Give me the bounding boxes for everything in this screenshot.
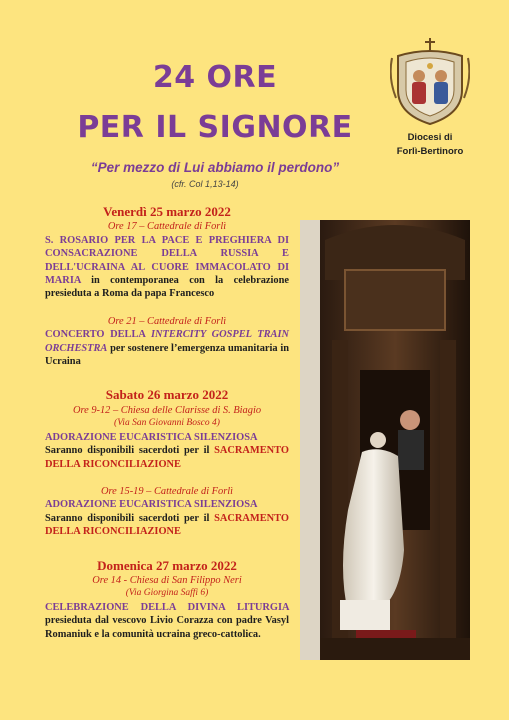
event-saturday-1-time-place: Ore 9-12 – Chiesa delle Clarisse di S. Biagio bbox=[72, 404, 262, 416]
diocese-crest-logo bbox=[390, 38, 470, 126]
event-saturday-1-text: Saranno disponibili sacerdoti per il bbox=[45, 445, 215, 457]
day-saturday-date: Sabato 26 marzo 2022 bbox=[105, 387, 229, 403]
event-friday-1-highlight: S. ROSARIO PER LA PACE E PREGHIERA DI CONSACRAZIONE DELLA RUSSIA E DELL'UCRAINA AL CUORE IMMACOLATO DI MARIA bbox=[45, 234, 289, 287]
event-saturday-1-red-text: SACRAMENTO DELLA RICONCILIAZIONE bbox=[45, 445, 289, 470]
day-sunday-date: Domenica 27 marzo 2022 bbox=[97, 557, 237, 573]
program-content bbox=[45, 205, 289, 641]
quote: “Per mezzo di Lui abbiamo il perdono” bbox=[90, 160, 340, 175]
event-saturday-1-description bbox=[45, 444, 289, 471]
title-line-2: PER IL SIGNORE bbox=[77, 110, 353, 145]
event-friday-2-time-place: Ore 21 – Cattedrale di Forlì bbox=[107, 315, 227, 327]
pope-confession-photo bbox=[300, 220, 470, 660]
event-friday-1-time-place: Ore 17 – Cattedrale di Forlì bbox=[107, 221, 227, 233]
event-saturday-2-time-place: Ore 15-19 – Cattedrale di Forlì bbox=[100, 485, 234, 497]
event-sunday-1-time-place: Ore 14 - Chiesa di San Filippo Neri bbox=[92, 574, 242, 586]
event-friday-1-description bbox=[45, 234, 289, 301]
event-friday-2-orchestra: INTERCITY GOSPEL TRAIN ORCHESTRA bbox=[45, 329, 289, 354]
event-sunday-1-rest: presieduta dal vescovo Livio Corazza con padre Vasyl Romaniuk e la comunità ucraina greco-cattolica. bbox=[45, 615, 289, 640]
event-sunday-1-highlight: CELEBRAZIONE DELLA DIVINA LITURGIA bbox=[45, 601, 289, 613]
event-friday-2-rest: per sostenere l’emergenza umanitaria in Ucraina bbox=[45, 342, 289, 368]
diocese-line-2: Forlì-Bertinoro bbox=[396, 146, 464, 157]
event-saturday-1-address: (Via San Giovanni Bosco 4) bbox=[114, 418, 220, 429]
quote-reference: (cfr. Col 1,13-14) bbox=[171, 179, 239, 189]
event-friday-1-rest: in contemporanea con la celebrazione presieduta a Roma da papa Francesco bbox=[45, 275, 289, 300]
diocese-name bbox=[370, 131, 490, 159]
event-sunday-1-description bbox=[45, 601, 289, 641]
event-friday-2-highlight: CONCERTO DELLA bbox=[45, 329, 151, 341]
event-saturday-2-highlight: ADORAZIONE EUCARISTICA SILENZIOSA bbox=[45, 499, 258, 511]
event-friday-2-description bbox=[45, 328, 289, 368]
diocese-line-1: Diocesi di bbox=[407, 132, 453, 143]
event-saturday-2-red-text: SACRAMENTO DELLA RICONCILIAZIONE bbox=[45, 512, 289, 538]
day-friday-date: Venerdì 25 marzo 2022 bbox=[103, 204, 231, 219]
title-line-1: 24 ORE bbox=[152, 60, 278, 95]
event-saturday-1-highlight: ADORAZIONE EUCARISTICA SILENZIOSA bbox=[45, 431, 258, 443]
event-saturday-2-text: Saranno disponibili sacerdoti per il bbox=[45, 512, 215, 524]
event-sunday-1-address: (Via Giorgina Saffi 6) bbox=[125, 588, 209, 599]
event-saturday-2-description bbox=[45, 512, 289, 539]
